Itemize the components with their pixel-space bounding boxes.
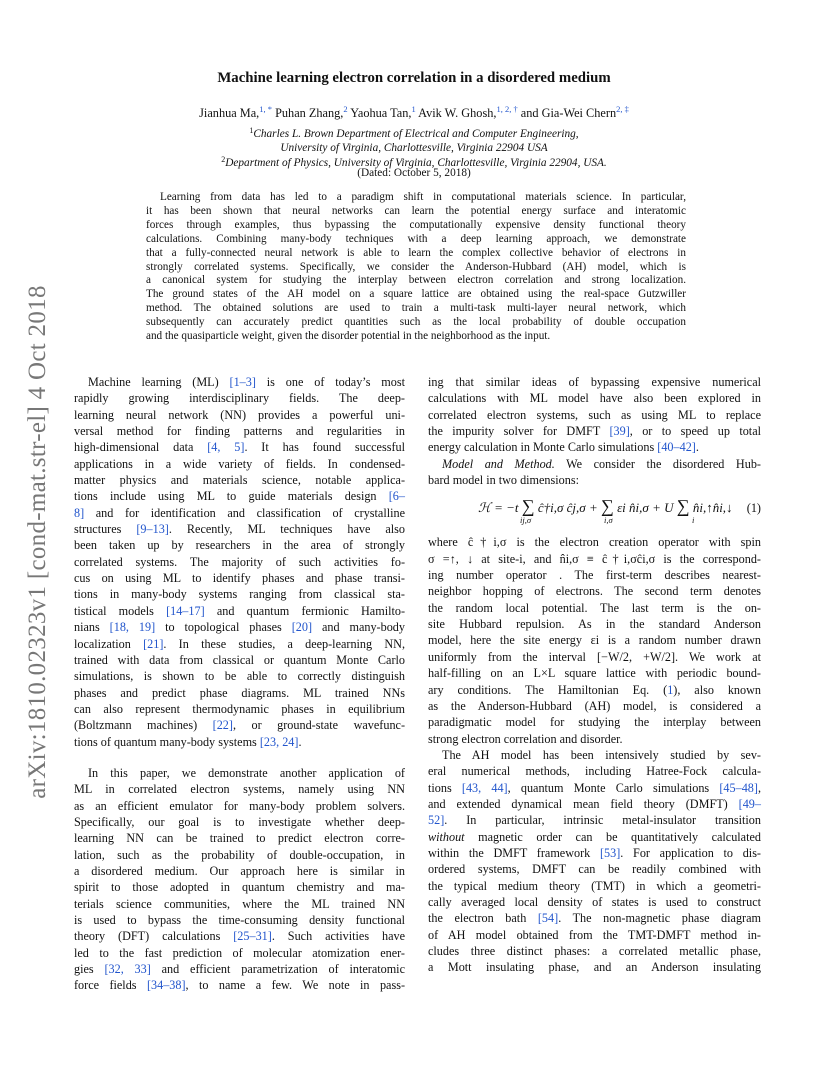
- text-run: gies: [74, 962, 105, 977]
- citation-link[interactable]: [45–48]: [719, 780, 758, 795]
- text-line: [74, 717, 405, 733]
- text-line: [74, 668, 405, 684]
- abstract-line: strongly correlated systems. Specifically, we consider the Anderson-Hubbard (AH) model, which is: [146, 260, 686, 273]
- author-affiliation-mark[interactable]: 2: [343, 104, 348, 114]
- eq-subscript-2: i,σ: [604, 515, 613, 526]
- text-run: to topological phases: [155, 620, 292, 635]
- text-run: ing that similar ideas of bypassing expensive numerical: [428, 375, 761, 389]
- citation-link[interactable]: [22]: [212, 718, 233, 733]
- text-line: [428, 747, 761, 763]
- affiliation-1-line2: University of Virginia, Charlottesville, Virginia 22904 USA: [280, 142, 548, 154]
- abstract-line: it has been shown that neural networks can learn the potential energy surface and interatomic: [146, 204, 686, 217]
- text-run: applications in a wide variety of fields. In condensed-: [74, 456, 405, 471]
- citation-link[interactable]: 8]: [74, 505, 85, 520]
- text-run: versal method for finding patterns and regularities in: [74, 424, 405, 439]
- text-run: as the Anderson-Hubbard (AH) model, is considered a: [428, 698, 761, 713]
- text-line: [74, 407, 405, 423]
- text-run: spirit to those adopted in quantum chemistry and ma-: [74, 880, 405, 895]
- text-line: [428, 796, 761, 812]
- text-run: a disordered medium. Our approach here is similar in: [74, 863, 405, 878]
- author-name: Yaohua Tan,: [347, 106, 412, 120]
- text-run: ,: [757, 780, 761, 795]
- citation-link[interactable]: [18, 19]: [109, 620, 156, 635]
- text-line: [428, 534, 761, 550]
- text-run: cus on using ML to identify phases and phase transi-: [74, 571, 405, 586]
- text-run: paradigmatic model for studying the interplay between: [428, 715, 761, 730]
- text-line: [74, 374, 405, 390]
- text-run: Machine learning (ML): [88, 375, 230, 389]
- text-run: the electron bath: [428, 911, 538, 926]
- text-run: . Such activities have: [271, 929, 405, 944]
- text-line: [428, 374, 761, 390]
- author-affiliation-mark[interactable]: 1: [411, 104, 416, 114]
- text-run: half-filling on an L×L square lattice with periodic bound-: [428, 666, 761, 681]
- text-line: [428, 632, 761, 648]
- author-name: Puhan Zhang,: [272, 106, 344, 120]
- text-line: [74, 554, 405, 570]
- citation-link[interactable]: [39]: [609, 424, 630, 439]
- citation-link[interactable]: [21]: [143, 636, 164, 651]
- text-run: . In particular, intrinsic metal-insulator transition: [444, 813, 761, 828]
- citation-link[interactable]: [6–: [388, 489, 405, 504]
- text-run: force fields: [74, 978, 147, 993]
- abstract-line: method. The obtained solutions are used to train a multi-task multi-layer neural network, which: [146, 302, 686, 315]
- text-line: [428, 649, 761, 665]
- text-run: and extended dynamical mean field theory (DMFT): [428, 796, 739, 811]
- abstract-line: Learning from data has led to a paradigm shift in computational materials science. In particular,: [160, 191, 686, 203]
- section-heading: Model and Method.: [442, 456, 555, 471]
- sum-symbol-1: ∑: [521, 496, 535, 517]
- text-run: cludes three distinct phases: a correlated metallic phase,: [428, 944, 761, 958]
- citation-link[interactable]: [14–17]: [166, 603, 205, 618]
- eq-term-3: n̂i,↑n̂i,↓: [692, 500, 733, 516]
- text-run: is one of today’s most: [255, 375, 405, 389]
- citation-link[interactable]: [32, 33]: [104, 962, 151, 977]
- citation-link[interactable]: [43, 44]: [461, 780, 508, 795]
- eq-term-2: εi n̂i,σ + U: [617, 500, 674, 516]
- text-line: [428, 927, 761, 943]
- text-line: [428, 698, 761, 714]
- eq-subscript-3: i: [692, 515, 695, 526]
- text-line: [428, 812, 761, 828]
- text-line: [428, 861, 761, 877]
- citation-link[interactable]: 1: [667, 682, 674, 697]
- text-line: [74, 603, 405, 619]
- citation-link[interactable]: 52]: [428, 813, 445, 828]
- text-run: magnetic order can be quantitatively calculated: [464, 829, 761, 844]
- text-line: [428, 439, 761, 455]
- left-column: [74, 374, 405, 994]
- text-run: terials science communities, where the ML trained NN: [74, 896, 405, 911]
- author-name: Jianhua Ma,: [199, 106, 260, 120]
- eq-subscript-1: ij,σ: [520, 515, 532, 526]
- text-run: calculations with ML model have also been explored in: [428, 391, 761, 406]
- intro-paragraph-2: [74, 765, 405, 994]
- text-run: tistical models: [74, 603, 167, 618]
- text-run: correlated systems. The majority of such activities fo-: [74, 554, 405, 569]
- text-line: [428, 616, 761, 632]
- text-run: tions: [428, 780, 462, 795]
- sum-symbol-3: ∑: [676, 496, 690, 517]
- citation-link[interactable]: [53]: [599, 845, 621, 860]
- text-line: [74, 977, 405, 993]
- text-line: [74, 570, 405, 586]
- text-line: [428, 878, 761, 894]
- text-run: the random local potential. The last term is the on-: [428, 600, 761, 615]
- text-run: and quantum fermionic Hamilto-: [204, 603, 405, 618]
- text-line: [428, 423, 761, 439]
- text-run: model, here the site energy εi is a random number drawn: [428, 633, 761, 648]
- affiliation-2-mark: 2: [221, 155, 226, 164]
- ah-model-paragraph: [428, 747, 761, 976]
- text-run: localization: [74, 636, 144, 651]
- emphasis-text: without: [428, 829, 465, 844]
- text-run: simulations, is shown to be able to correctly distinguish: [74, 669, 405, 684]
- text-line: [428, 910, 761, 926]
- sum-symbol-2: ∑: [600, 496, 614, 517]
- text-line: [428, 894, 761, 910]
- text-line: [74, 390, 405, 406]
- text-line: [428, 763, 761, 779]
- text-line: [74, 636, 405, 652]
- abstract-line: subsequently can accurately predict quantities such as the local probability of double occupation: [146, 316, 686, 329]
- text-line: [428, 407, 761, 423]
- text-run: can also represent thermodynamic phases in equilibrium: [74, 701, 405, 716]
- author-list: [0, 104, 828, 121]
- citation-link[interactable]: [9–13]: [136, 522, 169, 537]
- text-line: [74, 847, 405, 863]
- text-run: , or to speed up total: [629, 424, 761, 439]
- text-run: .: [695, 440, 699, 455]
- text-run: the typical medium theory (TMT) in which a geometri-: [428, 878, 761, 893]
- text-run: Specifically, our goal is to investigate whether deep-: [74, 814, 405, 829]
- text-run: structures: [74, 522, 137, 537]
- text-line: [74, 830, 405, 846]
- text-line: [428, 682, 761, 698]
- author-name: and Gia-Wei Chern: [517, 106, 617, 120]
- affiliation-1-line1: Charles L. Brown Department of Electrical and Computer Engineering,: [253, 128, 579, 140]
- abstract-line: forces through examples, thus bypassing the computationally expensive density functional theory: [146, 218, 686, 231]
- citation-link[interactable]: [25–31]: [233, 929, 272, 944]
- text-line: [428, 665, 761, 681]
- model-method-paragraph: [428, 456, 761, 472]
- citation-link[interactable]: [54]: [537, 911, 559, 926]
- text-run: . Recently, ML techniques have also: [168, 522, 405, 537]
- model-method-text-2: bard model in two dimensions:: [428, 473, 579, 488]
- text-run: as an efficient emulator for many-body problem solvers.: [74, 798, 405, 813]
- text-run: been taken up by researchers in the area of strongly: [74, 538, 405, 553]
- text-run: the impurity solver for DMFT: [428, 424, 610, 439]
- text-run: phases and predict phase diagrams. ML trained NNs: [74, 685, 405, 700]
- affiliation-2-line1: Department of Physics, University of Virginia, Charlottesville, Virginia 22904, USA.: [225, 157, 607, 169]
- text-line: [428, 731, 761, 747]
- model-method-text: We consider the disordered Hub-: [554, 456, 761, 471]
- paper-date: (Dated: October 5, 2018): [357, 167, 471, 179]
- author-affiliation-mark[interactable]: 1, *: [259, 104, 272, 114]
- text-line: [74, 945, 405, 961]
- text-run: , quantum Monte Carlo simulations: [507, 780, 720, 795]
- right-column: [428, 374, 761, 976]
- text-run: energy calculation in Monte Carlo simulations: [428, 440, 658, 455]
- text-line: [74, 652, 405, 668]
- text-line: [74, 863, 405, 879]
- affiliation-1-mark: 1: [249, 126, 254, 135]
- citation-link[interactable]: [20]: [291, 620, 313, 635]
- text-run: ary conditions. The Hamiltonian Eq. (: [428, 682, 668, 697]
- text-line: [74, 537, 405, 553]
- abstract: [146, 191, 686, 344]
- intro-paragraph-1: [74, 374, 405, 750]
- text-run: led to the fast prediction of molecular atomization ener-: [74, 945, 405, 960]
- text-run: , to name a few. We note in pass-: [185, 978, 405, 993]
- text-line: [74, 814, 405, 830]
- text-line: [74, 896, 405, 912]
- text-line: [74, 439, 405, 455]
- text-run: rapidly growing interdisciplinary fields. The deep-: [74, 391, 405, 406]
- text-line: [74, 685, 405, 701]
- text-line: [428, 829, 761, 845]
- text-line: [74, 586, 405, 602]
- text-run: tions include using ML to guide materials design: [74, 489, 389, 504]
- text-line: [74, 505, 405, 521]
- text-run: ), also known: [673, 682, 761, 697]
- text-run: and many-body: [312, 620, 405, 635]
- author-affiliation-mark[interactable]: 1, 2, †: [496, 104, 518, 114]
- text-run: uniformly from the interval [−W/2, +W/2]. We work at: [428, 649, 761, 664]
- abstract-line: that a fully-connected neural network is able to learn the complex collective behavior of electrons in: [146, 246, 686, 259]
- text-run: and for identification and classification of crystalline: [84, 505, 405, 520]
- citation-link[interactable]: [1–3]: [229, 375, 256, 389]
- text-run: eral numerical methods, including Hatree-Fock calcula-: [428, 764, 761, 779]
- citation-link[interactable]: [4, 5]: [207, 440, 245, 455]
- text-line: [428, 845, 761, 861]
- text-line: [74, 781, 405, 797]
- text-run: learning neural network (NN) provides a powerful uni-: [74, 407, 405, 422]
- text-line: [428, 714, 761, 730]
- text-line: [74, 912, 405, 928]
- text-run: lation, such as the probability of double-occupation, in: [74, 847, 405, 862]
- text-run: tions of quantum many-body systems: [74, 734, 260, 749]
- text-run: trained with data from classical or quantum Monte Carlo: [74, 652, 405, 667]
- paper-title: Machine learning electron correlation in a disordered medium: [217, 70, 611, 86]
- text-line: [428, 551, 761, 567]
- text-run: . In these studies, a deep-learning NN,: [163, 636, 405, 651]
- text-line: [428, 959, 761, 975]
- text-run: of AH model obtained from the TMT-DMFT method in-: [428, 927, 761, 942]
- citation-link[interactable]: [40–42]: [657, 440, 696, 455]
- arxiv-identifier-stamp: [18, 262, 58, 822]
- equation-number: (1): [746, 501, 761, 516]
- text-run: a Mott insulating phase, and an Anderson insulating: [428, 960, 761, 975]
- text-line: [74, 423, 405, 439]
- text-line: [428, 583, 761, 599]
- text-run: site Hubbard repulsion. As in the standard Anderson: [428, 617, 761, 632]
- eq-term-1: ĉ†i,σ ĉj,σ +: [537, 500, 598, 516]
- text-line: [428, 600, 761, 616]
- text-run: neighbor hopping of electrons. The second term denotes: [428, 584, 761, 599]
- text-run: . The non-magnetic phase diagram: [558, 911, 761, 926]
- author-affiliation-mark[interactable]: 2, ‡: [616, 104, 629, 114]
- affiliation-1: [0, 124, 828, 155]
- abstract-line: and the quasiparticle weight, given the disorder potential in the neighborhood as the input.: [146, 330, 551, 343]
- citation-link[interactable]: [49–: [738, 796, 761, 811]
- text-run: matter physics and materials science, notable applica-: [74, 473, 405, 488]
- abstract-line: The ground states of the AH model on a square lattice are obtained using the real-space Gutzwiller: [146, 288, 686, 301]
- abstract-line: a canonical system for studying the interplay between electron correlation and strong localization.: [146, 274, 686, 287]
- text-run: The AH model has been intensively studied by sev-: [442, 747, 761, 762]
- text-run: theory (DFT) calculations: [74, 929, 234, 944]
- text-line: [74, 798, 405, 814]
- text-line: [74, 734, 405, 750]
- text-run: .: [298, 734, 302, 749]
- text-line: [428, 943, 761, 959]
- text-run: high-dimensional data: [74, 440, 208, 455]
- text-line: [74, 961, 405, 977]
- intro-paragraph-3: [428, 374, 761, 456]
- text-line: [74, 472, 405, 488]
- text-run: . For application to dis-: [620, 845, 761, 860]
- text-run: learning NN can be trained to predict electron corre-: [74, 831, 405, 846]
- text-run: within the DMFT framework: [428, 845, 600, 860]
- text-line: [74, 521, 405, 537]
- text-run: ing number operator . The first-term describes nearest-: [428, 568, 761, 583]
- eq-lhs: ℋ = −t: [478, 500, 519, 516]
- text-run: strong electron correlation and disorder.: [428, 731, 623, 746]
- text-run: and efficient parametrization of interatomic: [150, 962, 405, 977]
- text-line: [428, 390, 761, 406]
- text-line: [74, 879, 405, 895]
- text-line: [74, 928, 405, 944]
- text-run: In this paper, we demonstrate another application of: [88, 765, 405, 780]
- text-run: tions in many-body systems ranging from classical sta-: [74, 587, 405, 602]
- text-run: is used to bypass the time-consuming density functional: [74, 913, 405, 927]
- equation-1: [428, 488, 761, 534]
- author-name: Avik W. Ghosh,: [415, 106, 497, 120]
- abstract-line: calculations. Combining many-body techniques with a deep learning approach, we demonstrate: [146, 232, 686, 245]
- text-run: ordered systems, DMFT can be readily combined with: [428, 862, 761, 877]
- text-run: . It has found successful: [244, 440, 405, 455]
- text-line: [74, 456, 405, 472]
- arxiv-identifier-text: arXiv:1810.02323v1 [cond-mat.str-el] 4 Oct 2018: [24, 285, 51, 799]
- text-line: [74, 488, 405, 504]
- text-run: σ =↑, ↓ at site-i, and n̂i,σ ≡ ĉ†i,σĉi,σ is the correspond-: [428, 551, 761, 566]
- citation-link[interactable]: [34–38]: [146, 978, 186, 993]
- text-run: , or ground-state wavefunc-: [232, 718, 406, 733]
- citation-link[interactable]: [23, 24]: [259, 734, 299, 749]
- text-line: [74, 701, 405, 717]
- text-line: [428, 567, 761, 583]
- model-description-paragraph: [428, 534, 761, 746]
- text-line: [428, 780, 761, 796]
- text-run: where ĉ†i,σ is the electron creation operator with spin: [428, 535, 761, 550]
- text-line: [74, 619, 405, 635]
- text-line: [74, 765, 405, 781]
- text-run: (Boltzmann machines): [74, 718, 213, 733]
- text-run: cally averaged local density of states is used to construct: [428, 894, 761, 909]
- text-run: correlated electron systems, such as using ML to replace: [428, 407, 761, 422]
- text-run: ML in correlated electron systems, namely using NN: [74, 782, 405, 797]
- text-run: nians: [74, 620, 110, 635]
